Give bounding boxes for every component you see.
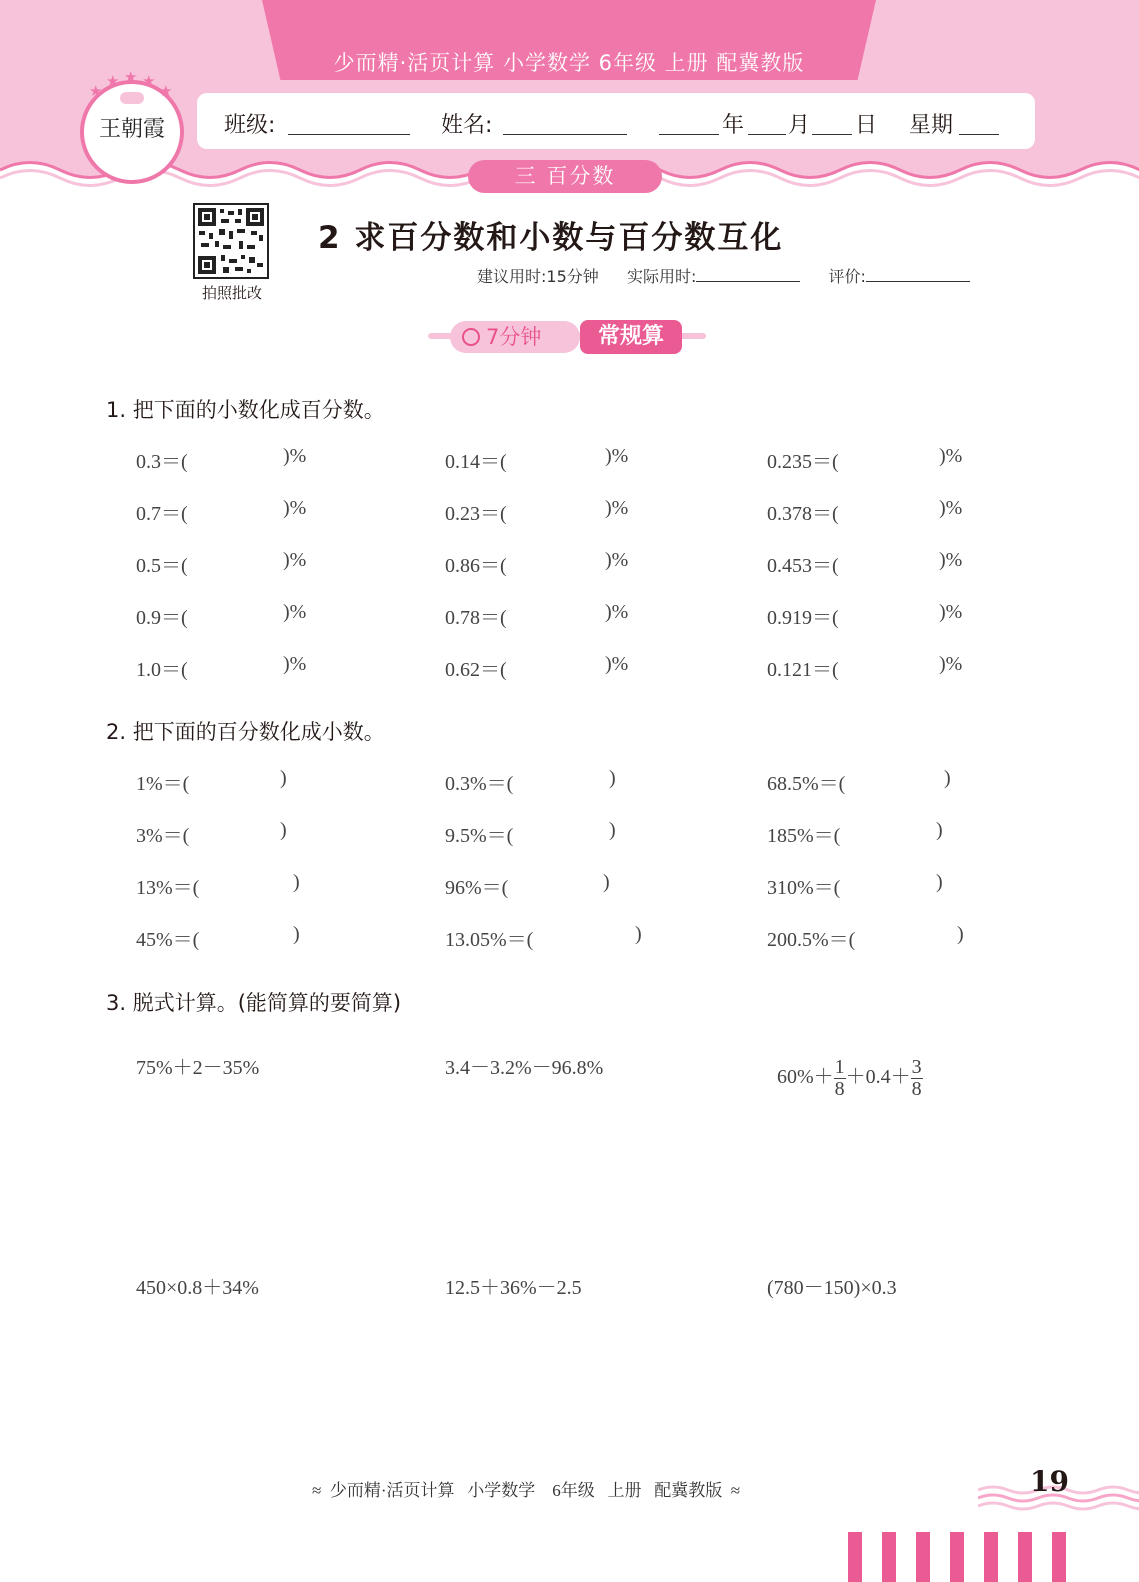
- answer-blank[interactable]: [827, 601, 887, 625]
- conversion-suffix: ): [609, 819, 616, 841]
- conversion-item: 0.3%＝(: [445, 773, 514, 795]
- conversion-item: 13%＝(: [136, 877, 200, 899]
- conversion-suffix: ): [635, 923, 642, 945]
- day-label: 日: [855, 113, 878, 138]
- conversion-item: 0.86＝(: [445, 555, 507, 577]
- answer-blank[interactable]: [505, 819, 565, 843]
- month-field[interactable]: [748, 108, 786, 135]
- conversion-item: 13.05%＝(: [445, 929, 534, 951]
- conversion-item: 0.919＝(: [767, 607, 839, 629]
- question-1-title: 1. 把下面的小数化成百分数。: [106, 398, 385, 422]
- conversion-item: 9.5%＝(: [445, 825, 514, 847]
- decor-stripe: [1052, 1532, 1066, 1582]
- conversion-item: 68.5%＝(: [767, 773, 846, 795]
- calc-expression-fraction: 60%＋ $\frac{1}{8}$ ＋0.4＋ $\frac{3}{8}$: [777, 1056, 922, 1100]
- conversion-item: 0.78＝(: [445, 607, 507, 629]
- star-icon: ★: [106, 72, 120, 90]
- footer-series: ≈ 少而精·活页计算 小学数学 6年级 上册 配冀教版 ≈: [312, 1481, 741, 1500]
- lesson-title: 2 求百分数和小数与百分数互化: [318, 220, 784, 256]
- class-label: 班级:: [224, 113, 276, 138]
- conversion-suffix: )%: [939, 497, 963, 519]
- answer-blank[interactable]: [196, 871, 256, 895]
- conversion-suffix: )%: [605, 601, 629, 623]
- answer-blank[interactable]: [827, 923, 887, 947]
- qr-caption: 拍照批改: [201, 284, 262, 302]
- conversion-item: 0.9＝(: [136, 607, 188, 629]
- conversion-suffix: ): [944, 767, 951, 789]
- month-label: 月: [788, 113, 811, 138]
- year-field[interactable]: [659, 108, 719, 135]
- conversion-suffix: )%: [939, 445, 963, 467]
- conversion-suffix: )%: [283, 445, 307, 467]
- conversion-suffix: )%: [605, 497, 629, 519]
- conversion-suffix: )%: [939, 549, 963, 571]
- actual-time-field[interactable]: [696, 267, 800, 282]
- fraction: $\frac{1}{8}$: [834, 1056, 845, 1100]
- conversion-suffix: ): [293, 923, 300, 945]
- answer-blank[interactable]: [196, 819, 256, 843]
- answer-blank[interactable]: [505, 923, 565, 947]
- conversion-item: 0.62＝(: [445, 659, 507, 681]
- answer-blank[interactable]: [505, 767, 565, 791]
- conversion-item: 0.5＝(: [136, 555, 188, 577]
- year-label: 年: [722, 113, 745, 138]
- decor-stripe: [882, 1532, 896, 1582]
- answer-blank[interactable]: [827, 819, 887, 843]
- conversion-suffix: ): [280, 819, 287, 841]
- conversion-item: 0.121＝(: [767, 659, 839, 681]
- suggested-time: 建议用时:15分钟: [477, 267, 599, 286]
- answer-blank[interactable]: [827, 871, 887, 895]
- conversion-suffix: )%: [939, 653, 963, 675]
- conversion-suffix: ): [957, 923, 964, 945]
- conversion-item: 1.0＝(: [136, 659, 188, 681]
- answer-blank[interactable]: [505, 871, 565, 895]
- answer-blank[interactable]: [196, 549, 256, 573]
- calc-expression: 12.5＋36%－2.5: [445, 1277, 582, 1299]
- conversion-item: 0.378＝(: [767, 503, 839, 525]
- logo-text: 王朝霞: [98, 117, 165, 142]
- decor-stripe: [1018, 1532, 1032, 1582]
- decor-stripe: [950, 1532, 964, 1582]
- chapter-title: 三 百分数: [468, 160, 662, 193]
- answer-blank[interactable]: [827, 497, 887, 521]
- conversion-suffix: ): [280, 767, 287, 789]
- qr-code[interactable]: [193, 203, 269, 279]
- conversion-item: 0.23＝(: [445, 503, 507, 525]
- conversion-item: 0.235＝(: [767, 451, 839, 473]
- section-timer: 7分钟: [462, 321, 541, 353]
- answer-blank[interactable]: [827, 653, 887, 677]
- clock-icon: [462, 328, 480, 346]
- conversion-item: 96%＝(: [445, 877, 509, 899]
- actual-time-label: 实际用时:: [626, 267, 697, 286]
- answer-blank[interactable]: [196, 445, 256, 469]
- answer-blank[interactable]: [505, 601, 565, 625]
- conversion-item: 0.14＝(: [445, 451, 507, 473]
- decor-stripe: [916, 1532, 930, 1582]
- conversion-suffix: )%: [939, 601, 963, 623]
- calc-expression: (780－150)×0.3: [767, 1277, 897, 1299]
- conversion-item: 310%＝(: [767, 877, 841, 899]
- answer-blank[interactable]: [196, 601, 256, 625]
- conversion-suffix: ): [603, 871, 610, 893]
- calc-expression: 450×0.8＋34%: [136, 1277, 259, 1299]
- answer-blank[interactable]: [827, 549, 887, 573]
- question-2-title: 2. 把下面的百分数化成小数。: [106, 720, 385, 744]
- calc-expression: 75%＋2－35%: [136, 1057, 260, 1079]
- conversion-suffix: )%: [283, 497, 307, 519]
- answer-blank[interactable]: [196, 497, 256, 521]
- conversion-item: 185%＝(: [767, 825, 841, 847]
- answer-blank[interactable]: [505, 445, 565, 469]
- star-icon: ★: [159, 82, 173, 100]
- calc-expression: 3.4－3.2%－96.8%: [445, 1057, 604, 1079]
- series-title: 少而精·活页计算 小学数学 6年级 上册 配冀教版: [333, 51, 805, 75]
- conversion-suffix: ): [293, 871, 300, 893]
- answer-blank[interactable]: [505, 497, 565, 521]
- weekday-label: 星期: [909, 113, 954, 138]
- conversion-suffix: )%: [605, 445, 629, 467]
- answer-blank[interactable]: [827, 445, 887, 469]
- answer-blank[interactable]: [505, 653, 565, 677]
- conversion-item: 0.3＝(: [136, 451, 188, 473]
- star-icon: ★: [124, 68, 138, 86]
- qr-pattern-icon: [195, 205, 267, 277]
- evaluation-label: 评价:: [828, 267, 866, 286]
- conversion-suffix: )%: [605, 653, 629, 675]
- conversion-item: 1%＝(: [136, 773, 190, 795]
- answer-blank[interactable]: [827, 767, 887, 791]
- day-field[interactable]: [812, 108, 852, 135]
- conversion-suffix: )%: [283, 549, 307, 571]
- answer-blank[interactable]: [196, 767, 256, 791]
- question-3-title: 3. 脱式计算。(能简算的要简算): [106, 991, 402, 1015]
- conversion-item: 0.453＝(: [767, 555, 839, 577]
- star-icon: ★: [142, 72, 156, 90]
- page-number: 19: [1030, 1465, 1069, 1498]
- conversion-suffix: )%: [605, 549, 629, 571]
- conversion-item: 45%＝(: [136, 929, 200, 951]
- decor-stripe: [984, 1532, 998, 1582]
- name-label: 姓名:: [441, 113, 493, 138]
- star-icon: ★: [89, 82, 103, 100]
- conversion-suffix: ): [609, 767, 616, 789]
- decor-stripe: [848, 1532, 862, 1582]
- answer-blank[interactable]: [505, 549, 565, 573]
- timing-line: [477, 264, 970, 287]
- conversion-suffix: ): [936, 871, 943, 893]
- conversion-item: 200.5%＝(: [767, 929, 856, 951]
- fraction: $\frac{3}{8}$: [911, 1056, 922, 1100]
- answer-blank[interactable]: [196, 653, 256, 677]
- conversion-suffix: )%: [283, 601, 307, 623]
- answer-blank[interactable]: [196, 923, 256, 947]
- conversion-suffix: ): [936, 819, 943, 841]
- section-tag: 常规算: [580, 320, 682, 354]
- conversion-item: 0.7＝(: [136, 503, 188, 525]
- class-field[interactable]: [288, 108, 410, 135]
- weekday-field[interactable]: [959, 108, 999, 135]
- name-field[interactable]: [503, 108, 627, 135]
- evaluation-field[interactable]: [866, 267, 970, 282]
- crown-icon: [120, 92, 144, 104]
- conversion-suffix: )%: [283, 653, 307, 675]
- conversion-item: 3%＝(: [136, 825, 190, 847]
